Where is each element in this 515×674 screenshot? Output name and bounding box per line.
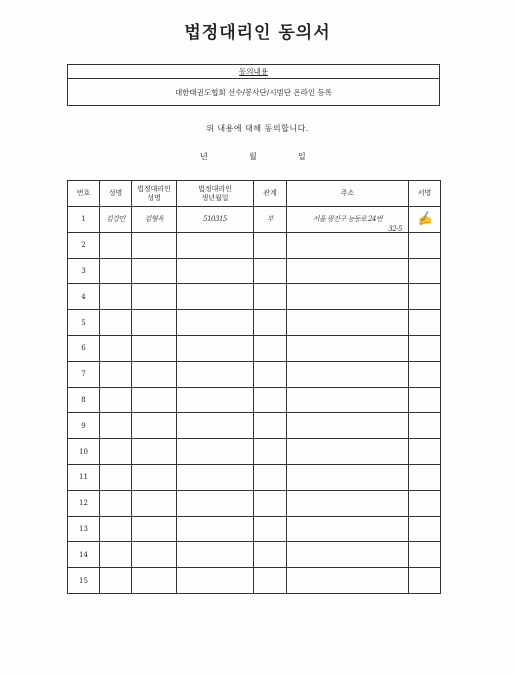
header-number: 번호	[68, 181, 100, 207]
row-guardian-name	[132, 284, 177, 310]
row-guardian-birthdate	[177, 490, 254, 516]
row-guardian-name	[132, 387, 177, 413]
table-row	[68, 413, 441, 439]
address-subtext: 32-5	[388, 224, 402, 233]
agreement-statement: 위 내용에 대해 동의합니다.	[206, 124, 309, 133]
row-name	[100, 310, 132, 336]
row-address	[287, 490, 409, 516]
row-name	[100, 516, 132, 542]
row-name	[100, 284, 132, 310]
table-row	[68, 258, 441, 284]
row-guardian-birthdate	[177, 413, 254, 439]
row-guardian-birthdate	[177, 439, 254, 465]
header-name: 성명	[100, 181, 132, 207]
row-relation	[254, 361, 287, 387]
row-address	[287, 413, 409, 439]
header-address: 주소	[287, 181, 409, 207]
row-address	[287, 258, 409, 284]
row-relation	[254, 258, 287, 284]
row-address	[287, 207, 409, 233]
row-address	[287, 335, 409, 361]
row-relation	[254, 387, 287, 413]
row-relation	[254, 568, 287, 594]
row-name	[100, 361, 132, 387]
row-signature	[409, 490, 441, 516]
row-relation	[254, 542, 287, 568]
row-relation	[254, 516, 287, 542]
row-address	[287, 284, 409, 310]
table-row	[68, 490, 441, 516]
row-signature	[409, 568, 441, 594]
row-name	[100, 568, 132, 594]
row-number: 14	[68, 542, 100, 568]
row-relation	[254, 310, 287, 336]
document-title: 법정대리인 동의서	[184, 23, 331, 43]
row-name: 김강민	[100, 207, 132, 233]
row-guardian-name	[132, 516, 177, 542]
table-header-row	[68, 181, 441, 207]
signature-mark: ✍	[415, 210, 434, 229]
header-guardian-birthdate: 법정대리인 생년월일	[177, 181, 254, 207]
row-signature	[409, 232, 441, 258]
row-relation: 부	[254, 207, 287, 233]
row-number: 15	[68, 568, 100, 594]
row-guardian-birthdate	[177, 464, 254, 490]
row-number: 11	[68, 464, 100, 490]
row-address	[287, 361, 409, 387]
row-address	[287, 439, 409, 465]
row-guardian-name	[132, 335, 177, 361]
row-guardian-name	[132, 568, 177, 594]
table-row	[68, 310, 441, 336]
row-guardian-birthdate	[177, 232, 254, 258]
row-guardian-name	[132, 258, 177, 284]
row-guardian-birthdate	[177, 335, 254, 361]
row-address	[287, 568, 409, 594]
row-signature	[409, 335, 441, 361]
row-address	[287, 387, 409, 413]
row-signature	[409, 387, 441, 413]
date-month-label: 월	[249, 152, 257, 161]
table-row	[68, 464, 441, 490]
row-number: 4	[68, 284, 100, 310]
row-signature	[409, 207, 441, 233]
header-signature: 서명	[409, 181, 441, 207]
row-name	[100, 439, 132, 465]
row-name	[100, 232, 132, 258]
row-address	[287, 516, 409, 542]
row-address	[287, 542, 409, 568]
row-guardian-name	[132, 232, 177, 258]
table-row	[68, 516, 441, 542]
row-number: 2	[68, 232, 100, 258]
row-guardian-name	[132, 490, 177, 516]
row-guardian-birthdate	[177, 284, 254, 310]
row-number: 9	[68, 413, 100, 439]
row-guardian-birthdate	[177, 310, 254, 336]
row-number: 12	[68, 490, 100, 516]
row-number: 8	[68, 387, 100, 413]
consent-box	[67, 64, 440, 106]
row-guardian-name	[132, 413, 177, 439]
row-signature	[409, 258, 441, 284]
date-day-label: 일	[298, 152, 306, 161]
row-number: 1	[68, 207, 100, 233]
row-number: 5	[68, 310, 100, 336]
row-guardian-birthdate	[177, 361, 254, 387]
row-number: 7	[68, 361, 100, 387]
row-address	[287, 310, 409, 336]
table-row	[68, 232, 441, 258]
table-row	[68, 387, 441, 413]
row-signature	[409, 439, 441, 465]
row-relation	[254, 490, 287, 516]
table-row	[68, 284, 441, 310]
row-signature	[409, 464, 441, 490]
consent-header	[68, 65, 439, 79]
row-signature	[409, 284, 441, 310]
row-guardian-name	[132, 310, 177, 336]
row-relation	[254, 335, 287, 361]
row-name	[100, 258, 132, 284]
row-guardian-name: 김형옥	[132, 207, 177, 233]
table-row	[68, 361, 441, 387]
row-guardian-birthdate	[177, 258, 254, 284]
row-relation	[254, 413, 287, 439]
table-row	[68, 542, 441, 568]
row-name	[100, 542, 132, 568]
row-guardian-name	[132, 464, 177, 490]
consent-header-label: 동의내용	[239, 67, 268, 76]
row-signature	[409, 413, 441, 439]
row-signature	[409, 542, 441, 568]
row-name	[100, 490, 132, 516]
row-guardian-birthdate	[177, 387, 254, 413]
row-signature	[409, 361, 441, 387]
registration-table	[67, 180, 441, 594]
row-number: 6	[68, 335, 100, 361]
row-guardian-name	[132, 542, 177, 568]
row-signature	[409, 310, 441, 336]
row-relation	[254, 232, 287, 258]
address-text: 서울 광진구 능동로 24번	[312, 215, 383, 224]
row-signature	[409, 516, 441, 542]
row-guardian-name	[132, 439, 177, 465]
row-guardian-birthdate: 510315	[177, 207, 254, 233]
consent-content: 대한태권도협회 선수/봉사단/시범단 온라인 등록	[174, 88, 333, 97]
row-name	[100, 413, 132, 439]
row-address	[287, 464, 409, 490]
row-relation	[254, 464, 287, 490]
row-relation	[254, 439, 287, 465]
table-row	[68, 439, 441, 465]
row-guardian-name	[132, 361, 177, 387]
row-number: 3	[68, 258, 100, 284]
row-relation	[254, 284, 287, 310]
row-guardian-birthdate	[177, 516, 254, 542]
row-address	[287, 232, 409, 258]
row-number: 10	[68, 439, 100, 465]
row-guardian-birthdate	[177, 542, 254, 568]
row-number: 13	[68, 516, 100, 542]
row-name	[100, 387, 132, 413]
header-guardian-name: 법정대리인 성명	[132, 181, 177, 207]
date-year-label: 년	[200, 152, 208, 161]
table-row	[68, 335, 441, 361]
header-relation: 관계	[254, 181, 287, 207]
table-row	[68, 207, 441, 233]
table-row	[68, 568, 441, 594]
row-guardian-birthdate	[177, 568, 254, 594]
row-name	[100, 464, 132, 490]
row-name	[100, 335, 132, 361]
